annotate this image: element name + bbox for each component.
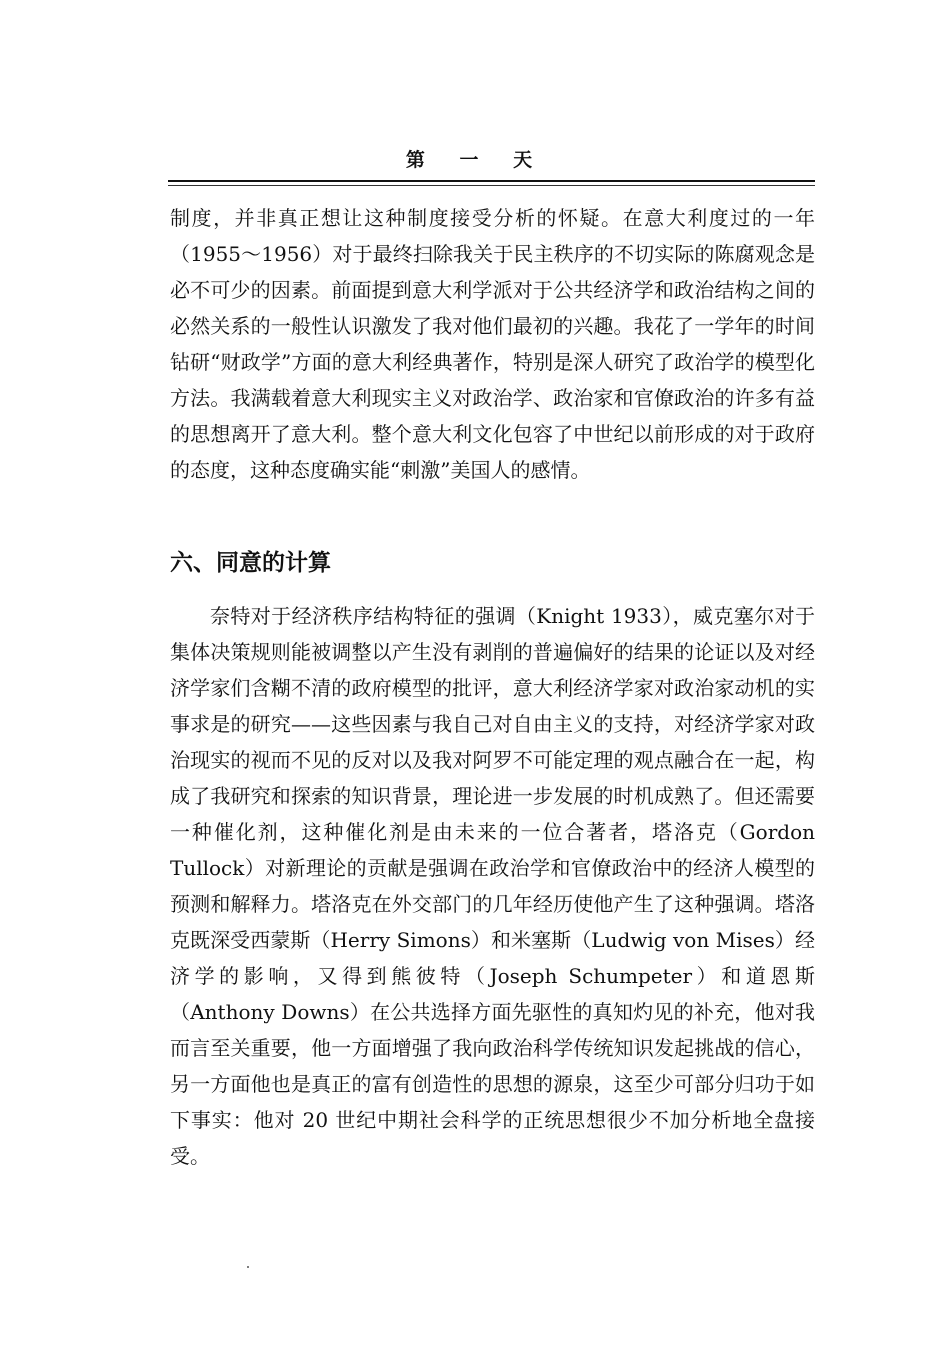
header-rule-thick [168,180,815,182]
section-heading: 六、同意的计算 [170,550,331,576]
body-paragraph: 奈特对于经济秩序结构特征的强调（Knight 1933），威克塞尔对于集体决策规则能被调整以产生没有剥削的普遍偏好的结果的论证以及对经济学家们含糊不清的政府模型的批评，意大利经济学家对政治家动机的实事求是的研究——这些因素与我自己对自由主义的支持，对经济学家对政治现实的视而不见的反对以及我对阿罗不可能定理的观点融合在一起，构成了我研究和探索的知识背景，理论进一步发展的时机成熟了。但还需要一种催化剂，这种催化剂是由未来的一位合著者，塔洛克（Gordon Tullock）对新理论的贡献是强调在政治学和官僚政治中的经济人模型的预测和解释力。塔洛克在外交部门的几年经历使他产生了这种强调。塔洛克既深受西蒙斯（Herry Simons）和米塞斯（Ludwig von Mises）经济学的影响，又得到熊彼特（Joseph Schumpeter）和道恩斯（Anthony Downs）在公共选择方面先驱性的真知灼见的补充，他对我而言至关重要，他一方面增强了我向政治科学传统知识发起挑战的信心，另一方面他也是真正的富有创造性的思想的源泉，这至少可部分归功于如下事实：他对 20 世纪中期社会科学的正统思想很少不加分析地全盘接受。 [170,604,815,1168]
scan-speck [247,1266,249,1268]
body-paragraph-continued: 制度，并非真正想让这种制度接受分析的怀疑。在意大利度过的一年（1955～1956）对于最终扫除我关于民主秩序的不切实际的陈腐观念是必不可少的因素。前面提到意大利学派对于公共经济学和政治结构之间的必然关系的一般性认识激发了我对他们最初的兴趣。我花了一学年的时间钻研“财政学”方面的意大利经典著作，特别是深人研究了政治学的模型化方法。我满载着意大利现实主义对政治学、政治家和官僚政治的许多有益的思想离开了意大利。整个意大利文化包容了中世纪以前形成的对于政府的态度，这种态度确实能“刺激”美国人的感情。 [170,206,815,482]
running-header: 第 一 天 [405,149,547,171]
header-rule-thin [168,185,815,186]
